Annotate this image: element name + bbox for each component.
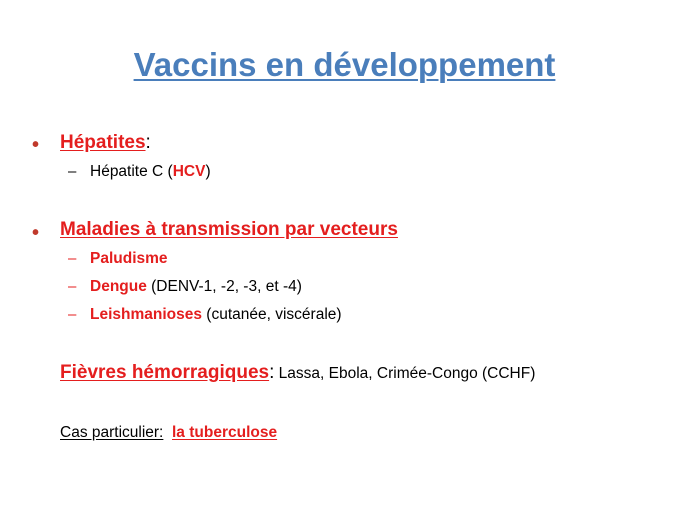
item-dash: – (68, 278, 77, 295)
vecteurs-heading: Maladies à transmission par vecteurs (60, 219, 398, 240)
item-dash: – (68, 163, 77, 180)
vecteurs-heading-line (60, 219, 398, 241)
list-item-paludisme (68, 250, 168, 268)
cas-particulier-line (60, 424, 277, 442)
fievres-line (60, 362, 535, 384)
bullet-marker: • (32, 134, 40, 156)
dengue-detail: (DENV-1, -2, -3, et -4) (146, 278, 302, 295)
list-item-leishmanioses (68, 306, 342, 324)
hepatites-heading: Hépatites (60, 132, 146, 153)
hepatite-c-item (68, 163, 211, 181)
bullet-marker: • (32, 222, 40, 244)
tuberculose-highlight: la tuberculose (172, 424, 278, 441)
fievres-detail: Lassa, Ebola, Crimée-Congo (CCHF) (274, 365, 536, 382)
slide-title: Vaccins en développement (133, 46, 556, 83)
item-dash: – (68, 306, 77, 323)
fievres-colon: : (269, 362, 275, 383)
hepatite-c-text: Hépatite C ( (90, 163, 173, 180)
dengue-name: Dengue (90, 278, 147, 295)
paludisme-name: Paludisme (90, 250, 168, 267)
item-dash: – (68, 250, 77, 267)
cas-particulier-label: Cas particulier: (60, 424, 164, 441)
hcv-highlight: HCV (172, 163, 206, 180)
hepatites-colon: : (145, 132, 151, 153)
leishmanioses-name: Leishmanioses (90, 306, 202, 323)
hepatite-c-close: ) (205, 163, 211, 180)
list-item-dengue (68, 278, 302, 296)
leishmanioses-detail: (cutanée, viscérale) (202, 306, 342, 323)
fievres-heading: Fièvres hémorragiques (60, 362, 270, 383)
hepatites-heading-line (60, 132, 151, 154)
